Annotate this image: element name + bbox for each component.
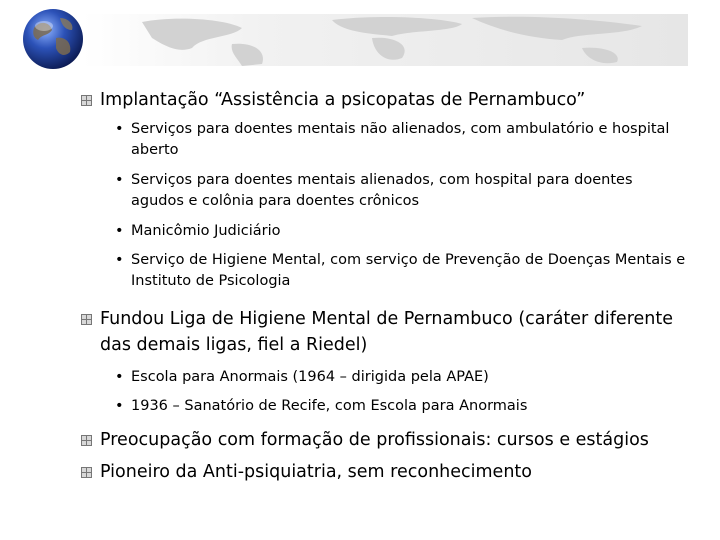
sub-bullet-1-2: • Serviços para doentes mentais alienados, com hospital para doentes agudos e colônia para doentes crônicos	[115, 172, 633, 209]
sub-bullet-1-1: • Serviços para doentes mentais não alienados, com ambulatório e hospital aberto	[115, 121, 670, 158]
dot-bullet-icon: •	[115, 398, 124, 414]
bullet-2-text: Fundou Liga de Higiene Mental de Pernambuco (caráter diferente das demais ligas, fiel a Riedel)	[100, 309, 673, 355]
square-bullet-icon	[81, 95, 92, 106]
square-bullet-icon	[81, 314, 92, 325]
sub-bullet-2-2: • 1936 – Sanatório de Recife, com Escola para Anormais	[115, 396, 690, 417]
bullet-1-text: Implantação “Assistência a psicopatas de Pernambuco”	[100, 90, 586, 110]
dot-bullet-icon: •	[115, 223, 124, 239]
bullet-4-text: Pioneiro da Anti-psiquiatria, sem reconhecimento	[100, 462, 532, 482]
square-bullet-icon	[81, 435, 92, 446]
sub-bullet-1-3: • Manicômio Judiciário	[115, 221, 690, 242]
bullet-3-text: Preocupação com formação de profissionais: cursos e estágios	[100, 430, 649, 450]
dot-bullet-icon: •	[115, 121, 124, 137]
dot-bullet-icon: •	[115, 252, 124, 268]
sub-bullet-1-4: • Serviço de Higiene Mental, com serviço de Prevenção de Doenças Mentais e Instituto de Psicologia	[115, 252, 686, 289]
square-bullet-icon	[81, 467, 92, 478]
dot-bullet-icon: •	[115, 369, 124, 385]
dot-bullet-icon: •	[115, 172, 124, 188]
sub-bullet-2-1: • Escola para Anormais (1964 – dirigida pela APAE)	[115, 367, 690, 388]
